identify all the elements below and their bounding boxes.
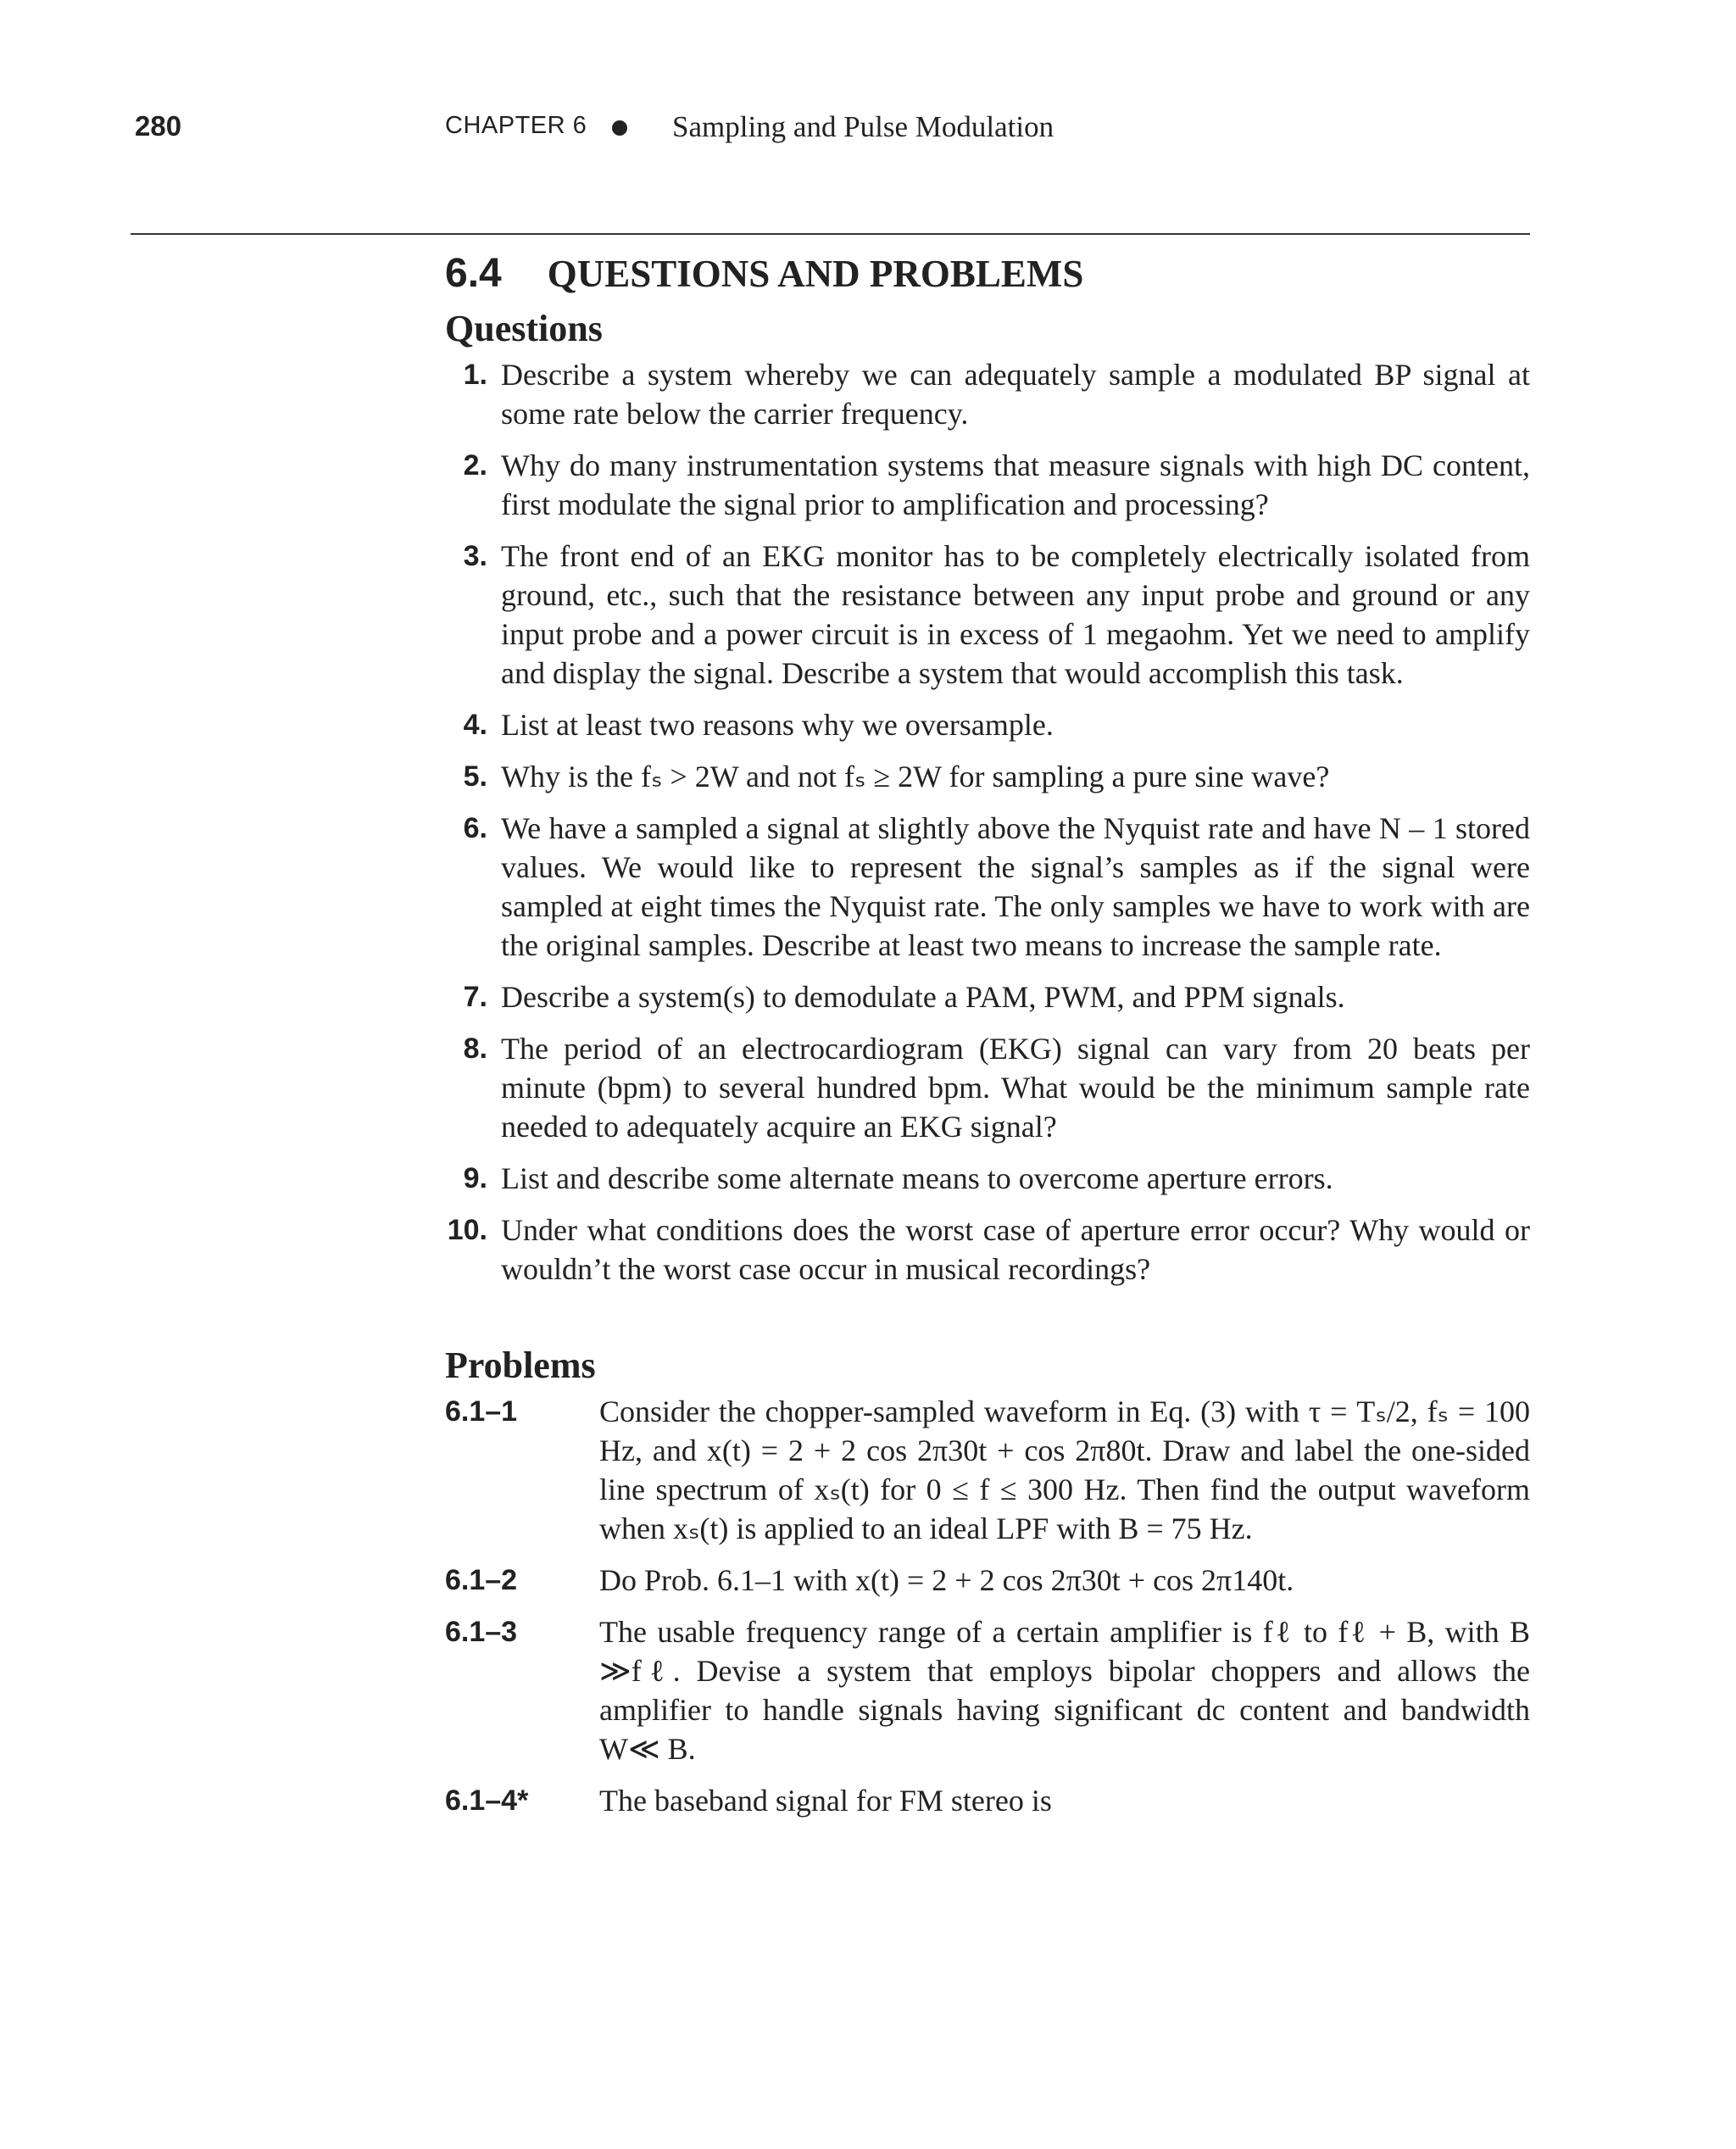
question-number: 2. bbox=[463, 449, 487, 482]
question-text: Under what conditions does the worst case of aperture error occur? Why would or wouldn’t the worst case occur in musical recordings? bbox=[501, 1213, 1530, 1286]
questions-list bbox=[445, 355, 1530, 1289]
question-text: The front end of an EKG monitor has to be completely electrically isolated from ground, etc., such that the resistance between any input probe and ground or any input probe and a power circuit is in excess of 1 megaohm. Yet we need to amplify and display the signal. Describe a system that would accomplish this task. bbox=[501, 539, 1530, 690]
question-item bbox=[445, 809, 1530, 965]
section-number: 6.4 bbox=[445, 251, 502, 296]
section-title bbox=[445, 246, 1530, 303]
problem-item bbox=[445, 1561, 1530, 1600]
question-text: List and describe some alternate means to overcome aperture errors. bbox=[501, 1161, 1333, 1195]
question-text: The period of an electrocardiogram (EKG) signal can vary from 20 beats per minute (bpm) to several hundred bpm. What would be the minimum sample rate needed to adequately acquire an EKG signal? bbox=[501, 1032, 1530, 1144]
page-number: 280 bbox=[135, 110, 182, 142]
questions-heading: Questions bbox=[445, 308, 603, 349]
question-item bbox=[445, 355, 1530, 433]
question-item bbox=[445, 1029, 1530, 1146]
question-item bbox=[445, 446, 1530, 524]
question-text: Why is the fₛ > 2W and not fₛ ≥ 2W for sampling a pure sine wave? bbox=[501, 760, 1330, 793]
section-heading: QUESTIONS AND PROBLEMS bbox=[547, 252, 1084, 295]
question-number: 6. bbox=[463, 812, 487, 844]
problem-text: The baseband signal for FM stereo is bbox=[599, 1784, 1052, 1818]
chapter-label: CHAPTER 6 bbox=[445, 112, 587, 139]
header-rule bbox=[131, 233, 1530, 235]
question-text: Why do many instrumentation systems that measure signals with high DC content, first modulate the signal prior to amplification and processing? bbox=[501, 448, 1530, 521]
problem-number: 6.1–1 bbox=[445, 1395, 518, 1428]
question-item bbox=[445, 1211, 1530, 1289]
question-number: 7. bbox=[463, 981, 487, 1013]
problems-heading: Problems bbox=[445, 1345, 596, 1386]
question-item bbox=[445, 757, 1530, 796]
question-item bbox=[445, 537, 1530, 693]
question-number: 4. bbox=[463, 709, 487, 741]
bullet-separator bbox=[612, 120, 627, 136]
question-number: 3. bbox=[463, 540, 487, 572]
question-number: 10. bbox=[447, 1214, 487, 1246]
problem-item bbox=[445, 1392, 1530, 1548]
problem-text: Do Prob. 6.1–1 with x(t) = 2 + 2 cos 2π30t + cos 2π140t. bbox=[599, 1563, 1294, 1597]
question-text: Describe a system whereby we can adequately sample a modulated BP signal at some rate below the carrier frequency. bbox=[501, 358, 1530, 431]
problem-text: The usable frequency range of a certain amplifier is fℓ to fℓ + B, with B ≫fℓ. Devise a system that employs bipolar choppers and allows the amplifier to handle signals having significant dc content and bandwidth W≪ B. bbox=[599, 1615, 1530, 1766]
question-item bbox=[445, 977, 1530, 1016]
question-number: 8. bbox=[463, 1033, 487, 1065]
problem-text: Consider the chopper-sampled waveform in Eq. (3) with τ = Tₛ/2, fₛ = 100 Hz, and x(t) = 2 + 2 cos 2π30t + cos 2π80t. Draw and label the one-sided line spectrum of xₛ(t) for 0 ≤ f ≤ 300 Hz. Then find the output waveform when xₛ(t) is applied to an ideal LPF with B = 75 Hz. bbox=[599, 1395, 1530, 1545]
question-number: 5. bbox=[463, 760, 487, 793]
question-text: We have a sampled a signal at slightly above the Nyquist rate and have N – 1 stored values. We would like to represent the signal’s samples as if the signal were sampled at eight times the Nyquist rate. The only samples we have to work with are the original samples. Describe at least two means to increase the sample rate. bbox=[501, 811, 1530, 962]
problem-number: 6.1–4* bbox=[445, 1784, 529, 1817]
problem-item bbox=[445, 1781, 1530, 1820]
question-text: Describe a system(s) to demodulate a PAM, PWM, and PPM signals. bbox=[501, 980, 1345, 1014]
problems-list bbox=[445, 1392, 1530, 1820]
question-item bbox=[445, 1159, 1530, 1198]
question-number: 1. bbox=[463, 359, 487, 391]
problem-item bbox=[445, 1612, 1530, 1768]
question-text: List at least two reasons why we oversample. bbox=[501, 708, 1054, 742]
question-item bbox=[445, 705, 1530, 744]
page-content bbox=[445, 246, 1530, 1833]
question-number: 9. bbox=[463, 1162, 487, 1194]
problem-number: 6.1–2 bbox=[445, 1564, 518, 1596]
running-head-title: Sampling and Pulse Modulation bbox=[672, 110, 1054, 143]
problem-number: 6.1–3 bbox=[445, 1616, 518, 1648]
